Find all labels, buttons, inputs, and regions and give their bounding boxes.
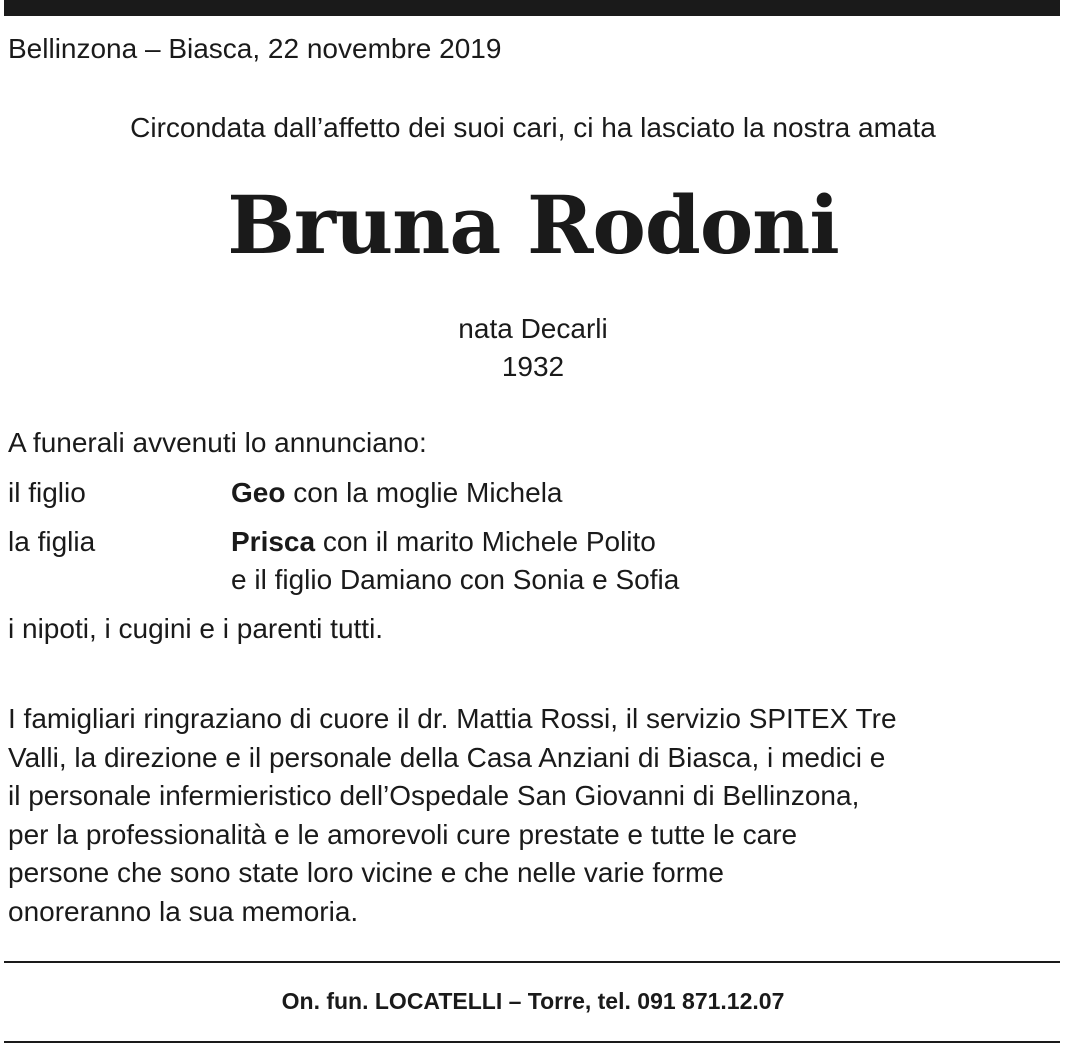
relative-daughter — [231, 526, 656, 558]
funeral-home: On. fun. LOCATELLI – Torre, tel. 091 871.12.07 — [281, 988, 785, 1014]
thanks-line: persone che sono state loro vicine e che nelle varie forme — [8, 857, 724, 888]
relative-detail: con il marito Michele Polito — [315, 526, 656, 557]
thanks-line: I famigliari ringraziano di cuore il dr. Mattia Rossi, il servizio SPITEX Tre — [8, 703, 897, 734]
top-rule — [4, 0, 1060, 16]
relative-label-son: il figlio — [8, 477, 86, 508]
bottom-rule — [4, 1041, 1060, 1043]
deceased-name: Bruna Rodoni — [227, 178, 839, 272]
other-relatives: i nipoti, i cugini e i parenti tutti. — [8, 613, 384, 644]
relative-name: Geo — [231, 477, 286, 508]
divider — [4, 961, 1060, 963]
intro-text: Circondata dall’affetto dei suoi cari, ci ha lasciato la nostra amata — [130, 112, 936, 143]
thanks-line: il personale infermieristico dell’Ospedale San Giovanni di Bellinzona, — [8, 780, 860, 811]
relative-name: Prisca — [231, 526, 316, 557]
announcement: A funerali avvenuti lo annunciano: — [8, 427, 427, 458]
relative-detail: con la moglie Michela — [285, 477, 563, 508]
relative-daughter-line2: e il figlio Damiano con Sonia e Sofia — [231, 564, 680, 595]
birth-year: 1932 — [501, 351, 565, 382]
thanks-line: Valli, la direzione e il personale della Casa Anziani di Biasca, i medici e — [8, 741, 886, 773]
thanks-paragraph — [8, 700, 1058, 931]
maiden-name: nata Decarli — [458, 313, 608, 344]
thanks-line: per la professionalità e le amorevoli cure prestate e tutte le care — [8, 818, 798, 850]
relative-son — [231, 477, 563, 509]
relative-label-daughter: la figlia — [8, 526, 96, 557]
place-date: Bellinzona – Biasca, 22 novembre 2019 — [8, 33, 502, 64]
thanks-line: onoreranno la sua memoria. — [8, 895, 359, 927]
